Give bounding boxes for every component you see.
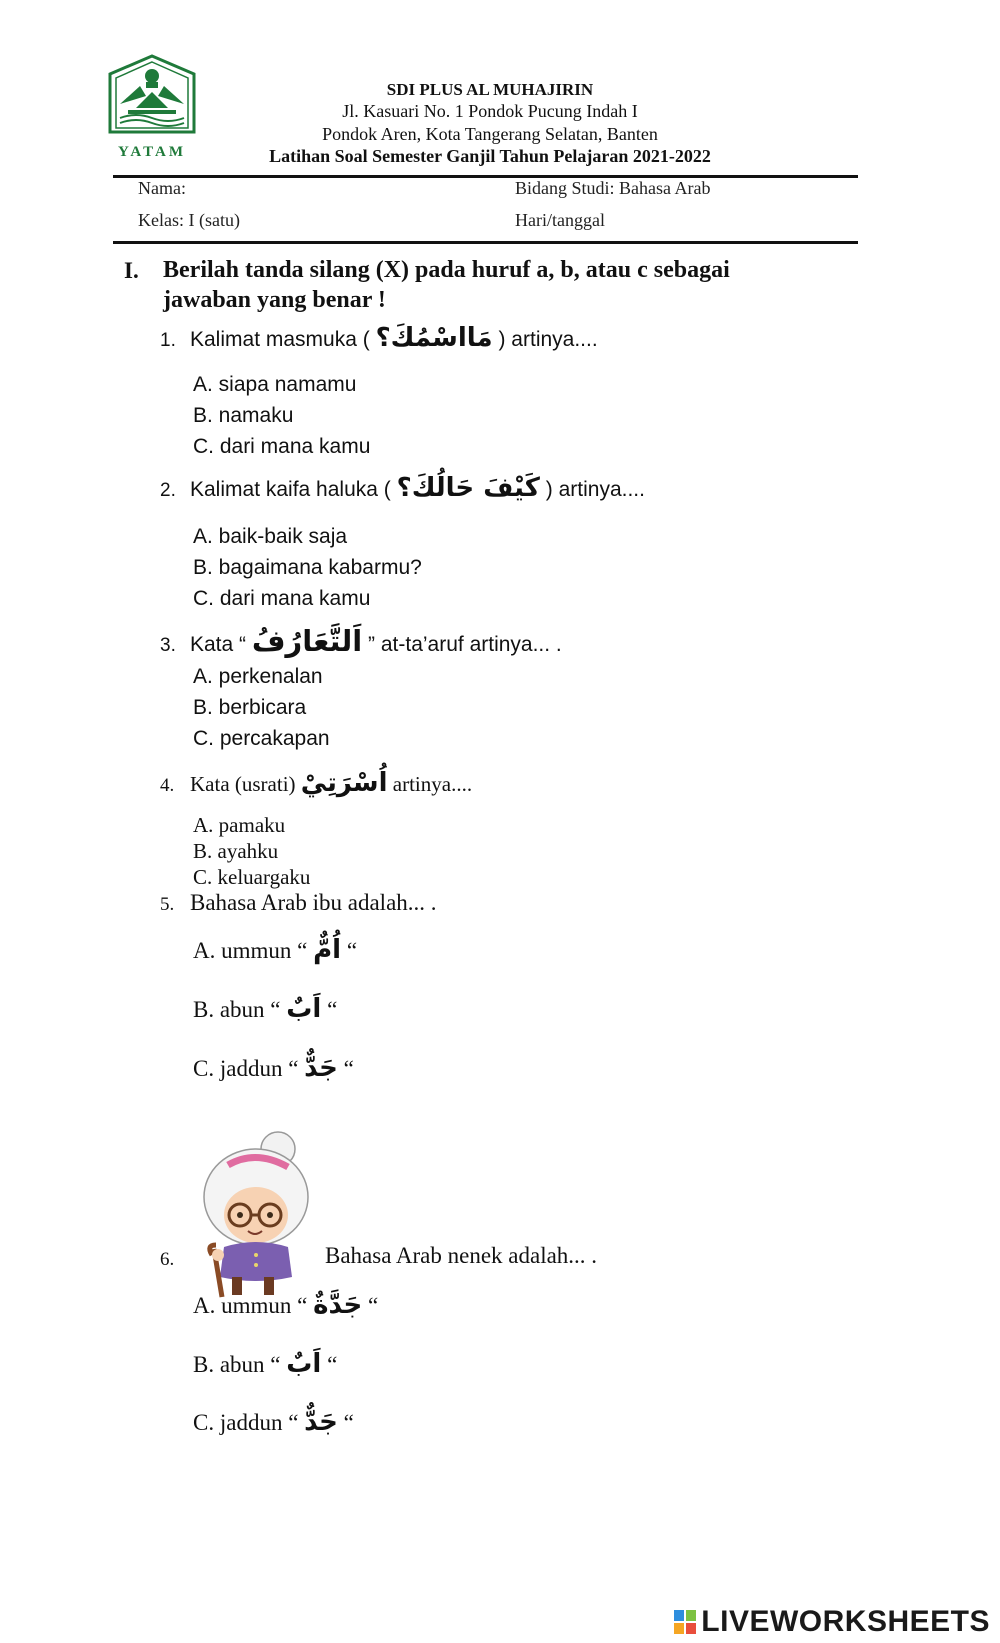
option-2b[interactable]: B. bagaimana kabarmu? xyxy=(193,556,422,579)
question-text-end: artinya.... xyxy=(392,772,473,796)
section-instruction: Berilah tanda silang (X) pada huruf a, b, atau c sebagai jawaban yang benar ! xyxy=(163,257,730,313)
question-number: 2. xyxy=(160,480,176,501)
grandmother-illustration xyxy=(198,1127,323,1302)
option-1a[interactable]: A. siapa namamu xyxy=(193,373,357,396)
arabic-text: اَبٌ xyxy=(286,1349,322,1379)
question-number: 6. xyxy=(160,1249,175,1270)
liveworksheets-wordmark: LIVEWORKSHEETS xyxy=(701,1605,990,1638)
option-label: B. abun “ xyxy=(193,997,281,1022)
option-label: B. abun “ xyxy=(193,1352,281,1377)
question-5 xyxy=(160,890,437,916)
question-6 xyxy=(160,1245,190,1271)
option-4c[interactable]: C. keluargaku xyxy=(193,865,311,889)
address-line-1: Jl. Kasuari No. 1 Pondok Pucung Indah I xyxy=(342,101,638,121)
school-logo xyxy=(106,52,198,164)
closing-quote: “ xyxy=(343,1410,354,1435)
class-label: Kelas: I (satu) xyxy=(138,210,240,230)
option-2a[interactable]: A. baik-baik saja xyxy=(193,525,348,548)
logo-text: YATAM xyxy=(117,144,187,160)
question-4 xyxy=(160,768,472,798)
date-label: Hari/tanggal xyxy=(515,210,605,230)
question-text-end: ” at-ta’aruf artinya... . xyxy=(368,633,562,656)
arabic-text: جَدٌّ xyxy=(304,1407,338,1437)
option-label: C. jaddun “ xyxy=(193,1410,299,1435)
arabic-text: جَدٌّ xyxy=(304,1053,338,1083)
question-1 xyxy=(160,323,598,353)
arabic-text: اُسْرَتِيْ xyxy=(300,768,388,798)
option-5a[interactable] xyxy=(193,935,357,965)
exam-title: Latihan Soal Semester Ganjil Tahun Pelajaran 2021-2022 xyxy=(269,146,711,166)
option-4a[interactable]: A. pamaku xyxy=(193,813,286,837)
section-number: I. xyxy=(124,258,139,283)
question-text-end: ) artinya.... xyxy=(545,478,645,501)
question-number: 3. xyxy=(160,635,176,656)
arabic-text: اُمٌّ xyxy=(313,935,342,965)
question-number: 4. xyxy=(160,775,175,796)
closing-quote: “ xyxy=(367,1293,379,1318)
question-text: Kalimat masmuka ( xyxy=(190,328,370,351)
header-divider-bottom xyxy=(113,241,858,244)
closing-quote: “ xyxy=(327,997,338,1022)
option-5c[interactable] xyxy=(193,1053,354,1083)
arabic-text: اَبٌ xyxy=(286,994,322,1024)
subject-label: Bidang Studi: Bahasa Arab xyxy=(515,178,711,198)
question-text: Kata “ xyxy=(190,633,247,656)
option-3a[interactable]: A. perkenalan xyxy=(193,665,323,688)
option-6a[interactable] xyxy=(193,1290,378,1320)
question-3 xyxy=(160,624,562,658)
option-label: C. jaddun “ xyxy=(193,1056,299,1081)
question-number: 1. xyxy=(160,330,176,351)
option-4b[interactable]: B. ayahku xyxy=(193,839,279,863)
header-divider-top xyxy=(113,175,858,178)
question-2 xyxy=(160,473,645,503)
question-text-end: ) artinya.... xyxy=(498,328,598,351)
option-3c[interactable]: C. percakapan xyxy=(193,727,330,750)
option-5b[interactable] xyxy=(193,994,337,1024)
question-text: Bahasa Arab ibu adalah... . xyxy=(190,890,437,915)
school-name: SDI PLUS AL MUHAJIRIN xyxy=(386,80,594,99)
liveworksheets-logo[interactable] xyxy=(673,1603,990,1641)
option-6c[interactable] xyxy=(193,1407,354,1437)
option-1c[interactable]: C. dari mana kamu xyxy=(193,435,371,458)
option-6b[interactable] xyxy=(193,1349,337,1379)
question-text: Kalimat kaifa haluka ( xyxy=(190,478,391,501)
arabic-text: جَدَّةٌ xyxy=(313,1290,363,1320)
arabic-text: اَلتَّعَارُفُ xyxy=(251,624,363,658)
option-1b[interactable]: B. namaku xyxy=(193,404,294,427)
question-6-text: Bahasa Arab nenek adalah... . xyxy=(325,1243,598,1268)
closing-quote: “ xyxy=(343,1056,354,1081)
option-2c[interactable]: C. dari mana kamu xyxy=(193,587,371,610)
question-text: Kata (usrati) xyxy=(190,772,296,796)
closing-quote: “ xyxy=(346,938,358,963)
question-number: 5. xyxy=(160,894,175,915)
option-label: A. ummun “ xyxy=(193,938,308,963)
option-3b[interactable]: B. berbicara xyxy=(193,696,307,719)
name-label: Nama: xyxy=(138,178,186,198)
closing-quote: “ xyxy=(327,1352,338,1377)
arabic-text: مَااسْمُكَ؟ xyxy=(375,323,493,353)
arabic-text: كَيْفَ حَالُكَ؟ xyxy=(396,473,540,503)
address-line-2: Pondok Aren, Kota Tangerang Selatan, Banten xyxy=(322,124,658,144)
option-label: A. ummun “ xyxy=(193,1293,308,1318)
liveworksheets-icon xyxy=(673,1609,697,1635)
